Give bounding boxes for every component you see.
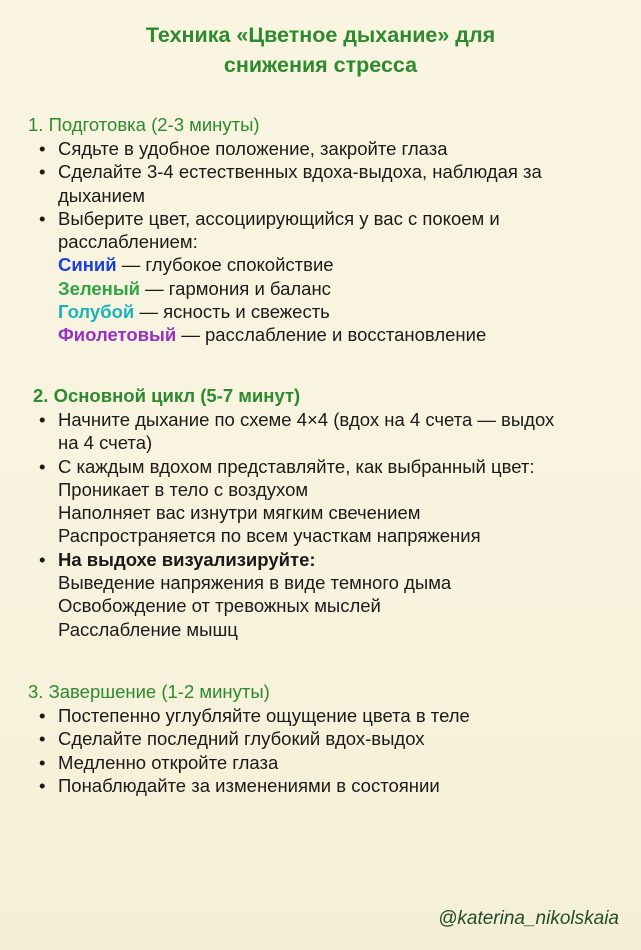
title-line-1: Техника «Цветное дыхание» для bbox=[145, 23, 496, 47]
color-option-cyan: Голубой — ясность и свежесть bbox=[58, 301, 330, 323]
list-item: • С каждым вдохом представляйте, как выбранный цвет: bbox=[39, 455, 535, 477]
list-item: • Сделайте 3-4 естественных вдоха-выдоха, наблюдая за bbox=[39, 161, 542, 183]
color-option-blue: Синий — глубокое спокойствие bbox=[58, 254, 334, 276]
list-subitem: Наполняет вас изнутри мягким свечением bbox=[58, 502, 421, 524]
section-heading: 1. Подготовка (2-3 минуты) bbox=[28, 114, 260, 135]
bullet-icon: • bbox=[39, 409, 46, 430]
list-item-continuation: на 4 счета) bbox=[58, 432, 153, 454]
list-item-continuation: дыханием bbox=[58, 184, 145, 206]
color-option-green: Зеленый — гармония и баланс bbox=[58, 277, 331, 299]
section-heading: 2. Основной цикл (5-7 минут) bbox=[33, 385, 301, 406]
list-item: • На выдохе визуализируйте: bbox=[39, 548, 316, 570]
bullet-icon: • bbox=[39, 161, 46, 183]
bullet-icon: • bbox=[39, 207, 46, 229]
bullet-icon: • bbox=[39, 138, 46, 159]
list-item: • Постепенно углубляйте ощущение цвета в теле bbox=[39, 705, 470, 726]
bullet-list bbox=[28, 704, 628, 797]
page-title bbox=[0, 20, 641, 80]
bullet-list bbox=[28, 408, 628, 641]
bullet-list bbox=[28, 137, 628, 347]
bullet-icon: • bbox=[39, 751, 46, 773]
list-subitem: Выведение напряжения в виде темного дыма bbox=[58, 572, 452, 594]
list-subitem: Распространяется по всем участкам напряжения bbox=[58, 525, 481, 547]
author-signature: @katerina_nikolskaia bbox=[438, 908, 619, 929]
color-option-purple: Фиолетовый — расслабление и восстановление bbox=[58, 324, 487, 346]
list-item: • Сделайте последний глубокий вдох-выдох bbox=[39, 728, 425, 750]
bullet-icon: • bbox=[39, 548, 46, 570]
list-subitem: Проникает в тело с воздухом bbox=[58, 478, 309, 500]
bullet-icon: • bbox=[39, 705, 46, 726]
list-item: • Понаблюдайте за изменениями в состоянии bbox=[39, 774, 440, 796]
title-line-2: снижения стресса bbox=[223, 53, 418, 77]
section-heading: 3. Завершение (1-2 минуты) bbox=[28, 681, 270, 702]
list-item: • Сядьте в удобное положение, закройте глаза bbox=[39, 138, 448, 159]
section-preparation bbox=[28, 113, 628, 347]
list-subitem: Расслабление мышц bbox=[58, 618, 238, 640]
list-item: • Медленно откройте глаза bbox=[39, 751, 279, 773]
list-item: • Начните дыхание по схеме 4×4 (вдох на 4 счета — выдох bbox=[39, 409, 555, 430]
bullet-icon: • bbox=[39, 455, 46, 477]
list-item: • Выберите цвет, ассоциирующийся у вас с покоем и bbox=[39, 207, 500, 229]
section-main-cycle bbox=[28, 384, 628, 641]
bullet-icon: • bbox=[39, 728, 46, 750]
bullet-icon: • bbox=[39, 774, 46, 796]
list-subitem: Освобождение от тревожных мыслей bbox=[58, 595, 381, 617]
list-item-continuation: расслаблением: bbox=[58, 231, 198, 253]
section-completion bbox=[28, 680, 628, 797]
